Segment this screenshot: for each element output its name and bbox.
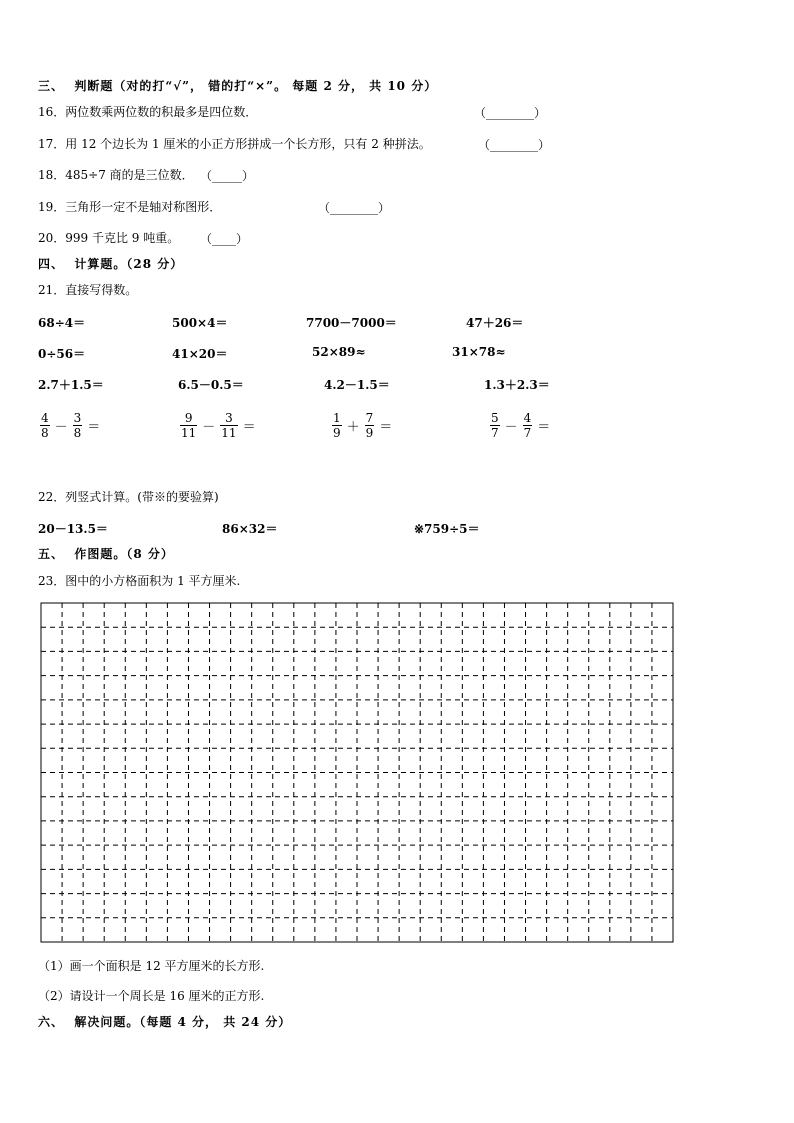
denominator: 8 [41, 426, 49, 440]
numerator: 5 [491, 411, 499, 425]
equals: ＝ [537, 420, 551, 435]
calc-item: 0÷56＝ [38, 347, 86, 361]
fraction-expression [330, 411, 395, 440]
question-23-part-1: （1）画一个面积是 12 平方厘米的长方形. [38, 959, 265, 973]
answer-blank-19[interactable]: （________） [318, 201, 391, 215]
section-3-heading: 三、 判断题（对的打“√”， 错的打“×”。 每题 2 分， 共 10 分） [38, 79, 438, 93]
answer-blank-16[interactable]: （________） [474, 106, 547, 120]
calc-item: 41×20＝ [172, 347, 228, 361]
numerator: 3 [73, 411, 82, 425]
fraction-expression [38, 411, 103, 440]
calc-item: 500×4＝ [172, 316, 228, 330]
calc-item: 1.3＋2.3＝ [484, 378, 550, 392]
question-17: 17．用 12 个边长为 1 厘米的小正方形拼成一个长方形，只有 2 种拼法。 [38, 137, 431, 151]
calc-item: 47＋26＝ [466, 316, 524, 330]
equals: ＝ [87, 420, 101, 435]
calc-item: 68÷4＝ [38, 316, 86, 330]
operator: － [202, 420, 216, 435]
denominator: 7 [523, 426, 532, 440]
question-23-title: 23．图中的小方格面积为 1 平方厘米. [38, 574, 241, 588]
calc-item: 6.5－0.5＝ [178, 378, 244, 392]
calc-item: 31×78≈ [452, 345, 506, 359]
denominator: 8 [73, 426, 82, 440]
equals: ＝ [242, 420, 256, 435]
calc-item: 52×89≈ [312, 345, 366, 359]
calc-item: 7700－7000＝ [306, 316, 397, 330]
denominator: 9 [333, 426, 341, 440]
numerator: 3 [225, 411, 233, 425]
denominator: 11 [181, 426, 197, 440]
numerator: 4 [523, 411, 532, 425]
section-6-heading: 六、 解决问题。（每题 4 分， 共 24 分） [38, 1015, 292, 1029]
denominator: 9 [365, 426, 374, 440]
fraction-expression [178, 411, 259, 440]
operator: ＋ [346, 420, 360, 435]
denominator: 7 [491, 426, 499, 440]
question-18: 18．485÷7 商的是三位数． [38, 168, 194, 182]
fraction-expression [488, 411, 553, 440]
question-20: 20．999 千克比 9 吨重。 [38, 231, 180, 245]
drawing-grid[interactable] [40, 602, 674, 943]
calc-item: 4.2－1.5＝ [324, 378, 390, 392]
question-23-part-2: （2）请设计一个周长是 16 厘米的正方形. [38, 989, 265, 1003]
question-21-title: 21．直接写得数。 [38, 283, 138, 297]
question-16: 16．两位数乘两位数的积最多是四位数． [38, 105, 258, 119]
section-4-heading: 四、 计算题。（28 分） [38, 257, 184, 271]
operator: － [54, 420, 68, 435]
question-22-title: 22．列竖式计算。(带※的要验算) [38, 490, 219, 504]
operator: － [504, 420, 518, 435]
section-5-heading: 五、 作图题。（8 分） [38, 547, 174, 561]
numerator: 9 [184, 411, 193, 425]
calc-item: 2.7＋1.5＝ [38, 378, 104, 392]
numerator: 4 [41, 411, 49, 425]
vertical-calc-item: ※759÷5＝ [414, 522, 480, 536]
denominator: 11 [221, 426, 237, 440]
answer-blank-20[interactable]: （____） [200, 232, 249, 246]
vertical-calc-item: 20－13.5＝ [38, 522, 108, 536]
vertical-calc-item: 86×32＝ [222, 522, 278, 536]
question-19: 19．三角形一定不是轴对称图形． [38, 200, 222, 214]
answer-blank-17[interactable]: （________） [478, 138, 551, 152]
equals: ＝ [379, 420, 393, 435]
numerator: 1 [333, 411, 341, 425]
answer-blank-18[interactable]: （_____） [200, 169, 255, 183]
numerator: 7 [365, 411, 374, 425]
